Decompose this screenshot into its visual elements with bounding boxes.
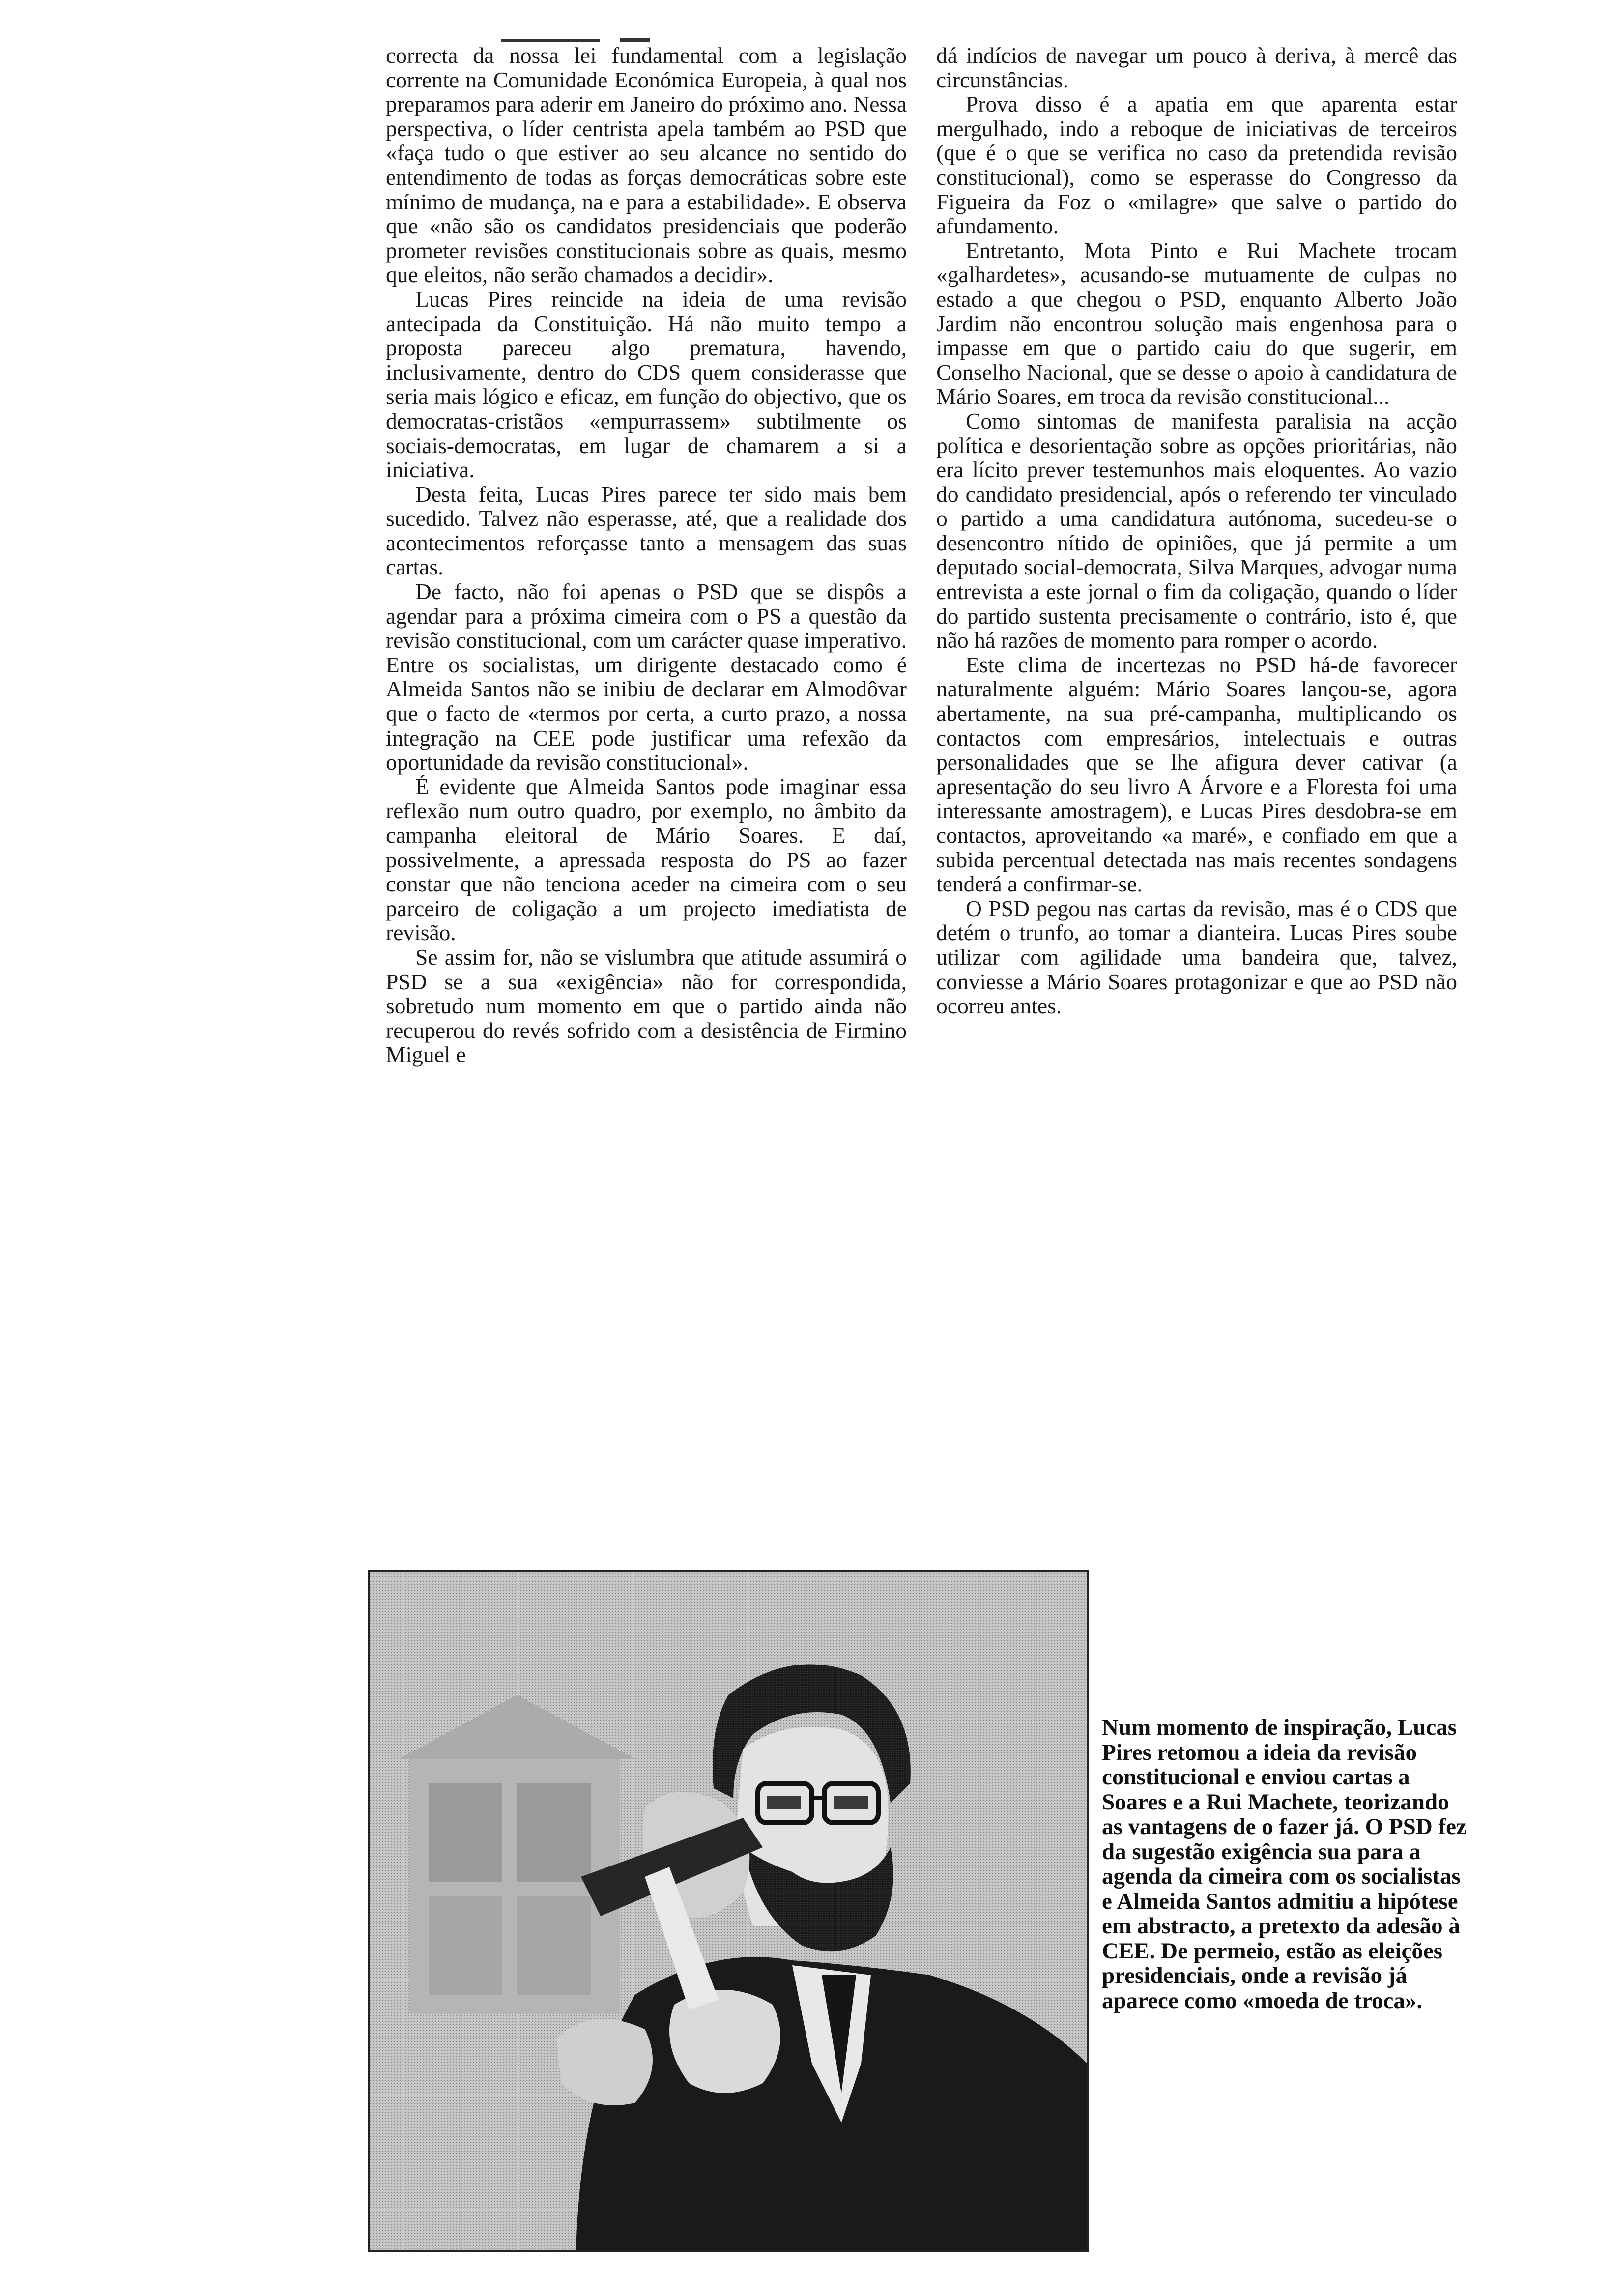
paragraph: correcta da nossa lei fundamental com a legislação corrente na Comunidade Económica Europeia, à qual nos preparamos para aderir em Janeiro do próximo ano. Nessa perspectiva, o líder centrista apela também ao PSD que «faça tudo o que estiver ao seu alcance no sentido do entendimento de todas as forças democráticas sobre este mínimo de mudança, na e para a estabilidade». E observa que «não são os candidatos presidenciais que poderão prometer revisões constitucionais sobre as quais, mesmo que eleitos, não serão chamados a decidir».	[386, 43, 907, 287]
article-right-column	[936, 43, 1457, 1018]
portrait-image	[370, 1572, 1087, 2250]
top-smudge-right	[620, 38, 650, 42]
paragraph: Lucas Pires reincide na ideia de uma revisão antecipada da Constituição. Há não muito tempo a proposta pareceu algo prematura, havendo, inclusivamente, dentro do CDS quem considerasse que seria mais lógico e eficaz, em função do objectivo, que os democratas-cristãos «empurrassem» subtilmente os sociais-democratas, em lugar de chamarem a si a iniciativa.	[386, 286, 907, 483]
paragraph: Como sintomas de manifesta paralisia na acção política e desorientação sobre as opções prioritárias, não era lícito prever testemunhos mais eloquentes. Ao vazio do candidato presidencial, após o referendo ter vinculado o partido a uma candidatura autónoma, sucedeu-se o desencontro nítido de opiniões, que já permite a um deputado social-democrata, Silva Marques, advogar numa entrevista a este jornal o fim da coligação, quando o líder do partido sustenta precisamente o contrário, isto é, que não há razões de momento para romper o acordo.	[936, 408, 1457, 653]
paragraph: Se assim for, não se vislumbra que atitude assumirá o PSD se a sua «exigência» não for correspondida, sobretudo num momento em que o partido ainda não recuperou do revés sofrido com a desistência de Firmino Miguel e	[386, 944, 907, 1067]
paragraph: dá indícios de navegar um pouco à deriva, à mercê das circunstâncias.	[936, 43, 1457, 92]
article-left-column	[386, 43, 907, 1067]
paragraph: Prova disso é a apatia em que aparenta estar mergulhado, indo a reboque de iniciativas de terceiros (que é o que se verifica no caso da pretendida revisão constitucional), como se esperasse do Congresso da Figueira da Foz o «milagre» que salve o partido do afundamento.	[936, 91, 1457, 239]
photo-caption: Num momento de inspiração, Lucas Pires retomou a ideia da revisão constitucional e enviou cartas a Soares e a Rui Machete, teorizando as vantagens de o fazer já. O PSD fez da sugestão exigência sua para a agenda da cimeira com os socialistas e Almeida Santos admitiu a hipótese em abstracto, a pretexto da adesão à CEE. De permeio, estão as eleições presidenciais, onde a revisão já aparece como «moeda de troca».	[1102, 1715, 1467, 2013]
paragraph: Este clima de incertezas no PSD há-de favorecer naturalmente alguém: Mário Soares lançou-se, agora abertamente, na sua pré-campanha, multiplicando os contactos com empresários, intelectuais e outras personalidades que se lhe afigura dever cativar (a apresentação do seu livro A Árvore e a Floresta foi uma interessante amostragem), e Lucas Pires desdobra-se em contactos, aproveitando «a maré», e confiado em que a subida percentual detectada nas mais recentes sondagens tenderá a confirmar-se.	[936, 652, 1457, 897]
paragraph: De facto, não foi apenas o PSD que se dispôs a agendar para a próxima cimeira com o PS a questão da revisão constitucional, com um carácter quase imperativo. Entre os socialistas, um dirigente destacado como é Almeida Santos não se inibiu de declarar em Almodôvar que o facto de «termos por certa, a curto prazo, a nossa integração na CEE pode justificar uma refexão da oportunidade da revisão constitucional».	[386, 579, 907, 775]
top-smudge	[501, 39, 600, 42]
photo-lucas-pires	[368, 1570, 1089, 2252]
paragraph: O PSD pegou nas cartas da revisão, mas é o CDS que detém o trunfo, ao tomar a dianteira. Lucas Pires soube utilizar com agilidade uma bandeira que, talvez, conviesse a Mário Soares protagonizar e que ao PSD não ocorreu antes.	[936, 895, 1457, 1019]
paragraph: Desta feita, Lucas Pires parece ter sido mais bem sucedido. Talvez não esperasse, até, que a realidade dos acontecimentos reforçasse tanto a mensagem das suas cartas.	[386, 481, 907, 580]
paragraph: É evidente que Almeida Santos pode imaginar essa reflexão num outro quadro, por exemplo, no âmbito da campanha eleitoral de Mário Soares. E daí, possivelmente, a apressada resposta do PS ao fazer constar que não tenciona aceder na cimeira com o seu parceiro de coligação a um projecto imediatista de revisão.	[386, 774, 907, 946]
paragraph: Entretanto, Mota Pinto e Rui Machete trocam «galhardetes», acusando-se mutuamente de culpas no estado a que chegou o PSD, enquanto Alberto João Jardim não encontrou solução mais engenhosa para o impasse em que o partido caiu do que sugerir, em Conselho Nacional, que se desse o apoio à candidatura de Mário Soares, em troca da revisão constitucional...	[936, 237, 1457, 409]
